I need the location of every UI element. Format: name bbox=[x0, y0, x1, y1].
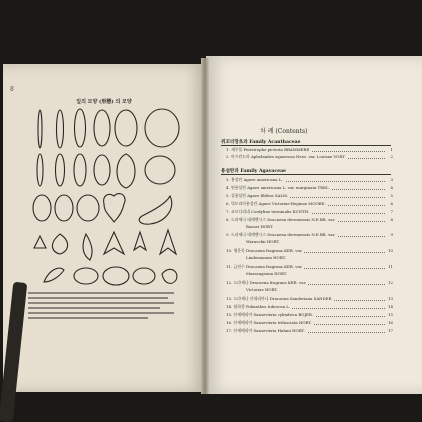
toc-entry-continuation: Massangeana HORT. bbox=[246, 271, 287, 276]
toc-entry: 1. 새우풀 Peristrophe pictoria BRAMMERE 1 bbox=[226, 147, 393, 152]
toc-entry: 6. 빅토리아용설란 Agave Victoriae-Reginae MOORE. 6 bbox=[226, 201, 393, 206]
figure-caption-block bbox=[28, 290, 178, 330]
leaf-obovate-icon bbox=[117, 154, 135, 188]
figure-title: 잎의 모양 (形態) 의 모양 bbox=[76, 99, 132, 105]
leaf-shapes-figure bbox=[20, 104, 188, 302]
leaf-elliptic-icon bbox=[33, 195, 51, 221]
toc-entry: 9. 드라세나 데레멘시스 Dracaena deremensis N.E.BR. var. 9 bbox=[226, 232, 393, 237]
leaf-lanceolate-icon bbox=[57, 110, 64, 148]
toc-entry: 10. 행운목 Dracaena fragrans KER. var. 10 bbox=[226, 248, 393, 253]
toc-entry: 8. 드라세나 데레멘시스 Dracaena deremensis N.E.BR. var. 8 bbox=[226, 217, 393, 222]
leaf-elliptic-icon bbox=[94, 155, 110, 185]
leaf-lanceolate-icon bbox=[56, 154, 65, 186]
toc-entry: 11. 금전수 Dracaena fragrans KER. var. 11 bbox=[226, 264, 393, 269]
toc-entry: 15. 산세베리아 Sansevieria cylindrica BOJER. 15 bbox=[226, 312, 393, 317]
toc-entry: 12. 드라세나 Dracaena fragrans KER. var. 12 bbox=[226, 280, 393, 285]
leaf-ovate-icon bbox=[52, 234, 67, 254]
leaf-falcate-icon bbox=[44, 268, 64, 282]
toc-entry: 2. 아프란드라 Aphelandra squarrosa Nees. var. Louisae VORT 2 bbox=[226, 154, 393, 159]
leaf-rhomboid-icon bbox=[34, 236, 46, 248]
toc-entry-continuation: Bausei HORT. bbox=[246, 224, 274, 229]
family-rule bbox=[221, 145, 391, 146]
toc-entry: 17. 산세베리아 Sansevieria Hahnii HORT. 17 bbox=[226, 328, 393, 333]
leaf-ovate-icon bbox=[115, 110, 137, 146]
toc-entry: 13. 드라세나 산데리아나 Dracaena Sanderiana SANDER 13 bbox=[226, 296, 393, 301]
leaf-reniform-icon bbox=[139, 196, 172, 224]
toc-title: 차 례 (Contents) bbox=[260, 128, 308, 135]
leaf-orbicular-icon bbox=[103, 267, 129, 285]
family-rule bbox=[221, 174, 391, 175]
toc-entry: 7. 코르디리네 Cordyline terminalis KUNTH. 7 bbox=[226, 209, 393, 214]
toc-entry: 3. 용설란 Agave americana L. 3 bbox=[226, 177, 393, 182]
leaf-orbicular-icon bbox=[74, 268, 98, 284]
leaf-elliptic-icon bbox=[94, 110, 110, 146]
family-heading: 용설란과 Family Agavaceae bbox=[221, 169, 286, 174]
leaf-orbicular-icon bbox=[145, 156, 175, 184]
toc-entry: 14. 월하향 Polianthes tuberosa L. 14 bbox=[226, 304, 393, 309]
toc-entry: 5. 실용설란 Agave filifera SALM. 5 bbox=[226, 193, 393, 198]
leaf-ovate-icon bbox=[55, 195, 73, 221]
leaf-cordate-icon bbox=[104, 194, 125, 222]
leaf-oblong-icon bbox=[74, 154, 86, 186]
leaf-oblong-icon bbox=[75, 109, 86, 147]
leaf-elliptic-icon bbox=[133, 268, 155, 284]
page-number: 8 bbox=[10, 86, 14, 93]
leaf-orbicular-icon bbox=[145, 109, 179, 147]
toc-entry: 4. 연용설란 Agave americana L. var. marginata TREL. 4 bbox=[226, 185, 393, 190]
leaf-linear-icon bbox=[38, 110, 42, 148]
leaf-obovate-icon bbox=[162, 269, 177, 283]
toc-entry: 16. 산세베리아 Sansevieria trifasciata HORT. 16 bbox=[226, 320, 393, 325]
leaf-linear-icon bbox=[37, 154, 43, 186]
family-heading: 쥐꼬리망초과 Family Acanthaceae bbox=[221, 140, 301, 145]
leaf-sagittate-icon bbox=[160, 230, 176, 254]
leaf-hastate-icon bbox=[134, 232, 146, 250]
toc-entry-continuation: Lindenianum HORT. bbox=[246, 255, 286, 260]
toc-entry-continuation: Victoriae HORT. bbox=[246, 287, 278, 292]
leaf-orbicular-icon bbox=[77, 195, 99, 221]
toc-entry-continuation: Warneckii HORT. bbox=[246, 239, 280, 244]
leaf-sagittate-icon bbox=[104, 232, 124, 254]
leaf-spatulate-icon bbox=[83, 234, 92, 260]
book-gutter bbox=[201, 58, 209, 394]
